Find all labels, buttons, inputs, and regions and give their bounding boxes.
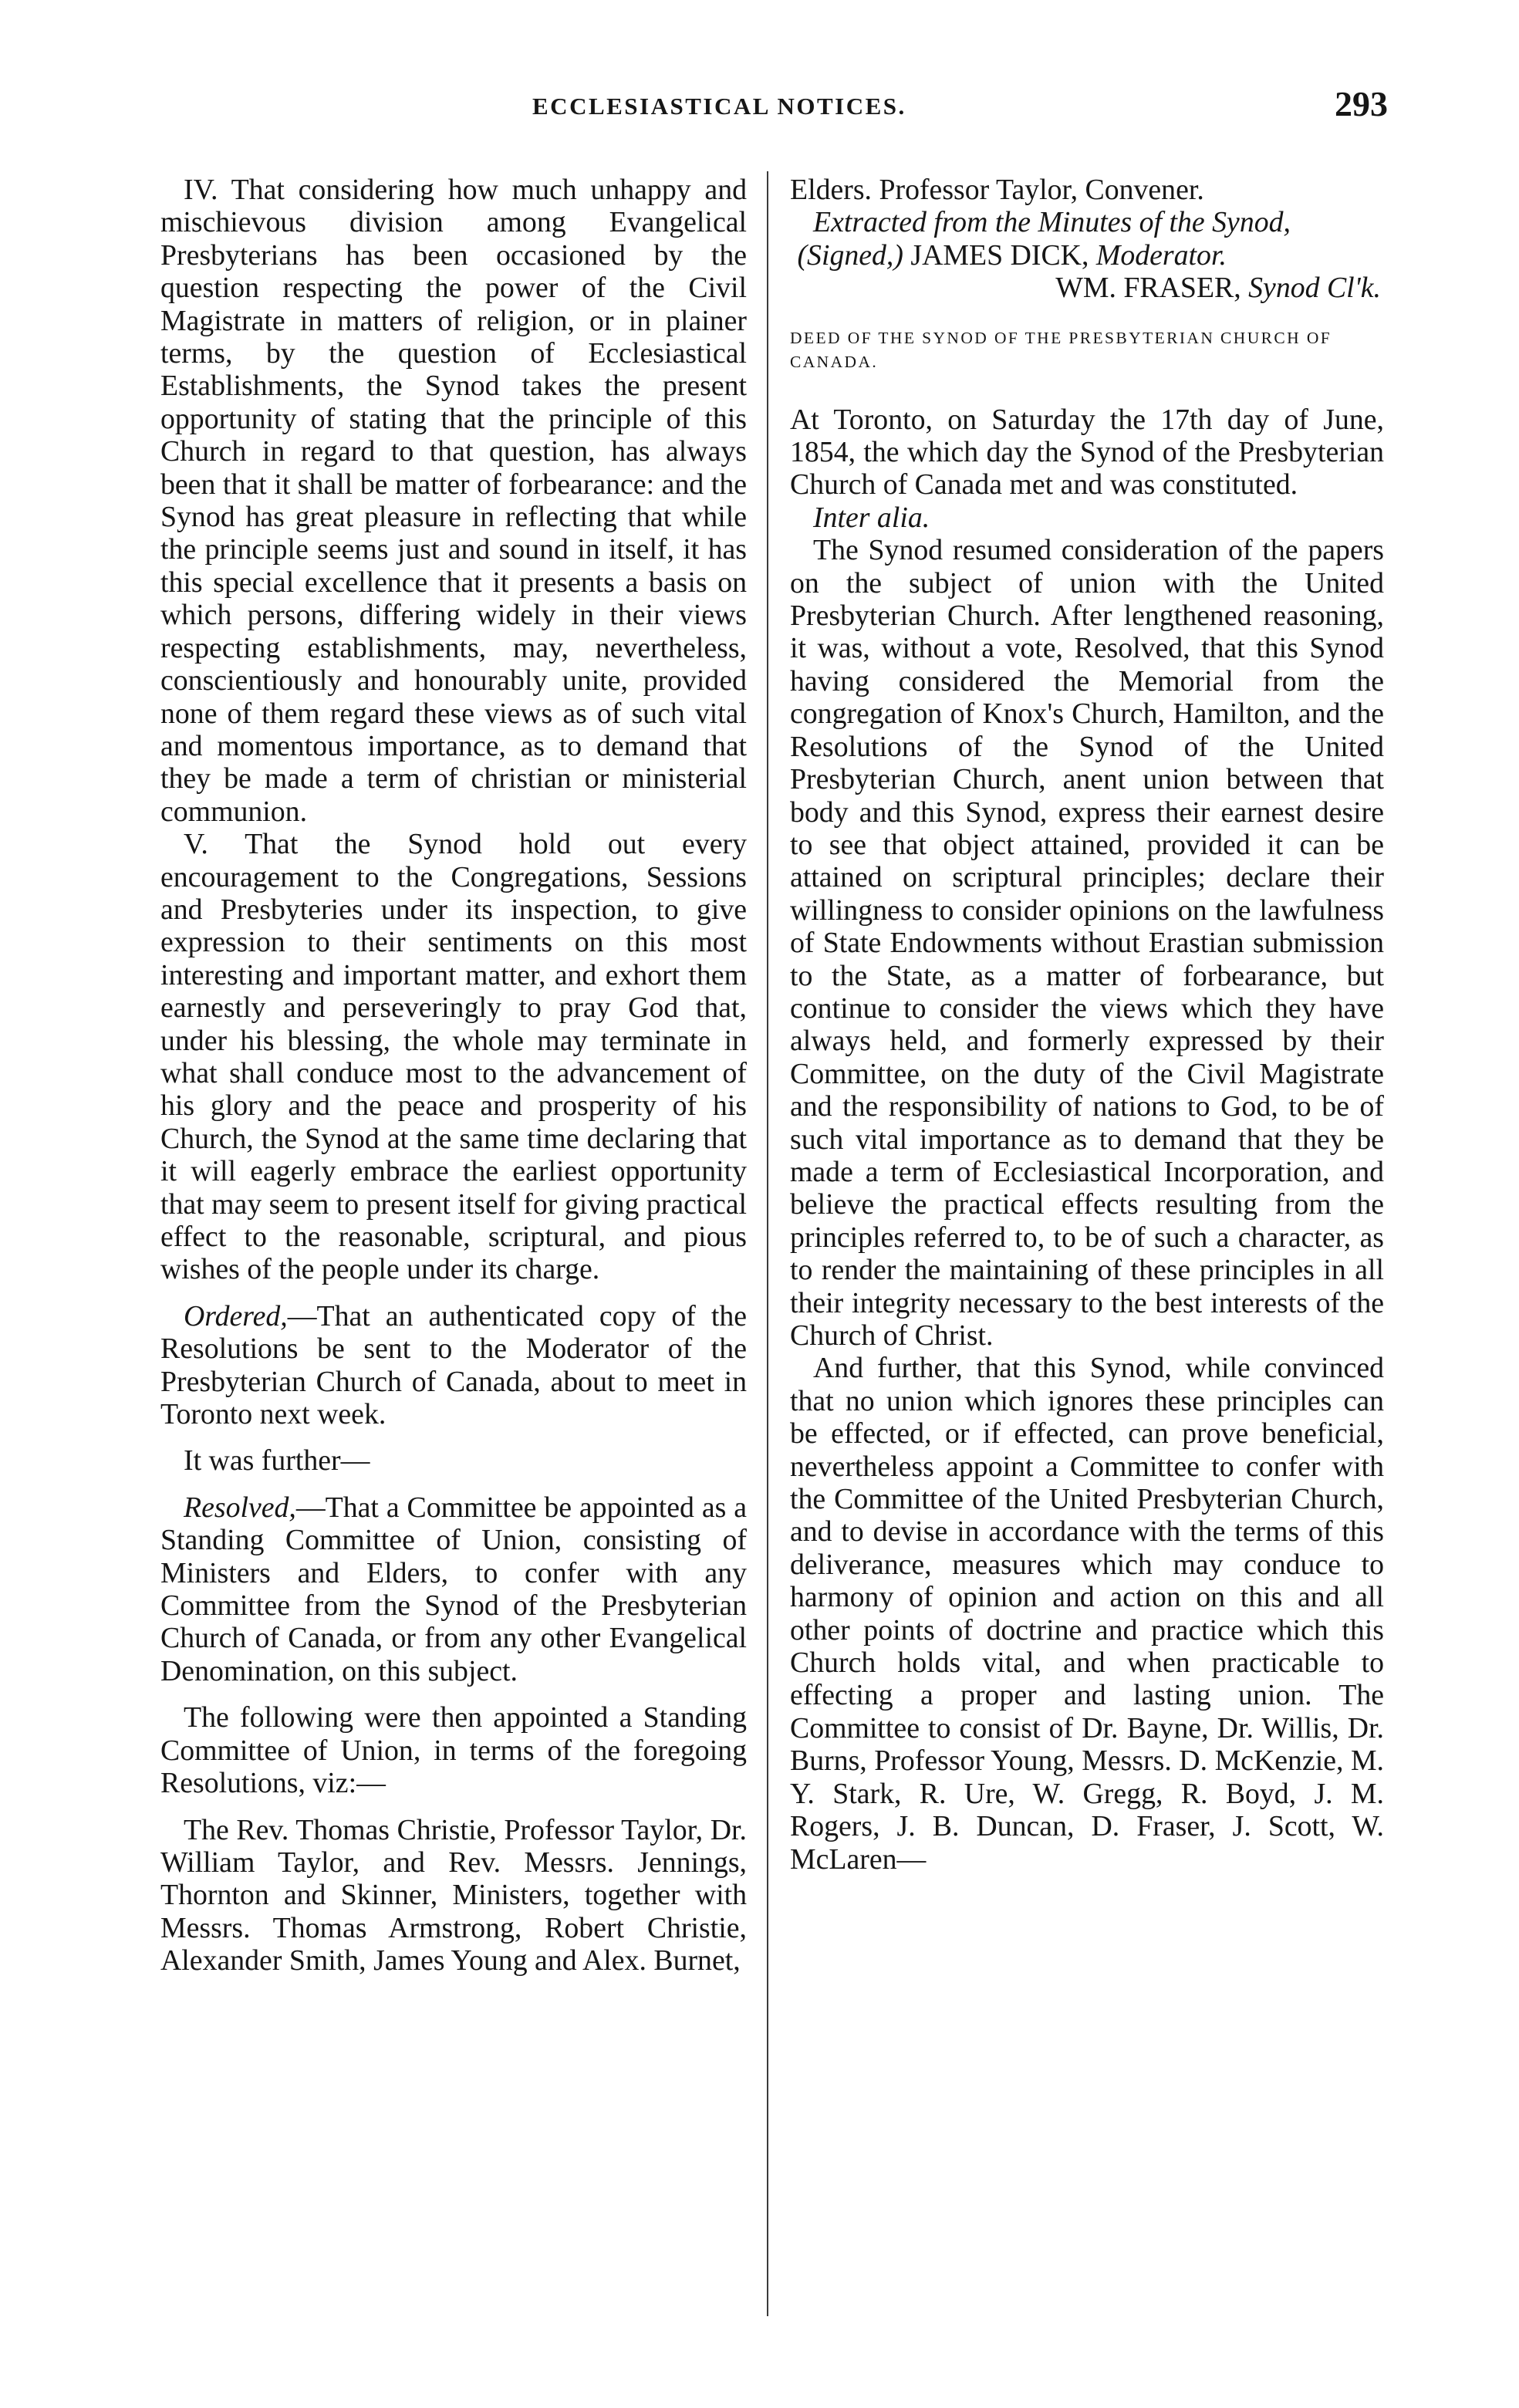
following-paragraph: The following were then appointed a Standing Committee of Union, in terms of the foregoing Resolutions, viz:— — [160, 1701, 747, 1800]
resolution-iv: IV. That considering how much unhappy and mischievous division among Evangelical Presbyterians has been occasioned by the question respecting the power of the Civil Magistrate in matters of religion, or in plainer terms, by the question of Ecclesiastical Establishments, the Synod takes the present opportunity of stating that the principle of this Church in regard to that question, has always been that it shall be matter of forbearance: and the Synod has great pleasure in reflecting that while the principle seems just and sound in itself, it has this special excellence that it presents a basis on which persons, differing widely in their views respecting establishments, may, nevertheless, conscientiously and honourably unite, provided none of them regard these views as of such vital and momentous importance, as to demand that they be made a term of christian or ministerial communion. — [160, 174, 747, 828]
deed-title: DEED OF THE SYNOD OF THE PRESBYTERIAN CHURCH OF CANADA. — [790, 328, 1332, 371]
ordered-label: Ordered, — [184, 1299, 288, 1332]
resolved-label: Resolved, — [184, 1491, 296, 1524]
extracted-line: Extracted from the Minutes of the Synod, — [813, 206, 1291, 239]
running-title: ECCLESIASTICAL NOTICES. — [532, 93, 906, 120]
synod-resumed-paragraph: The Synod resumed consideration of the papers on the subject of union with the United Presbyterian Church. After lengthened reasoning, it was, without a vote, Resolved, that this Synod having considered the Memorial from the congregation of Knox's Church, Hamilton, and the Resolutions of the Synod of the United Presbyterian Church, anent union between that body and this Synod, express their earnest desire to see that object attained, provided it can be attained on scriptural principles; declare their willingness to consider opinions on the lawfulness of State Endowments without Erastian submission to the State, as a matter of forbearance, but continue to consider the views which they have always held, and formerly expressed by their Committee, on the duty of the Civil Magistrate and the responsibility of nations to God, to be of such vital importance as to demand that they be made a term of Ecclesiastical Incorporation, and believe the practical effects resulting from the principles referred to, to be of such a character, as to render the maintaining of these principles in all their integrity necessary to the best interests of the Church of Christ. — [790, 534, 1384, 1352]
clerk-role: Synod Cl'k. — [1248, 272, 1381, 305]
further-line: It was further— — [184, 1444, 370, 1478]
ordered-text: —That an authenticated copy of the Resolutions be sent to the Moderator of the Presbyterian Church of Canada, about to meet in Toronto next week. — [160, 1299, 747, 1431]
moderator-role: Moderator. — [1095, 238, 1227, 272]
inter-alia: Inter alia. — [813, 501, 930, 534]
toronto-paragraph: At Toronto, on Saturday the 17th day of June, 1854, the which day the Synod of the Presbyterian Church of Canada met and was constituted. — [790, 403, 1384, 502]
moderator-signature — [790, 239, 1384, 272]
signed-label: (Signed,) — [797, 238, 903, 272]
committee-members: The Rev. Thomas Christie, Professor Taylor, Dr. William Taylor, and Rev. Messrs. Jennings, Thornton and Skinner, Ministers, together with Messrs. Thomas Armstrong, Robert Christie, Alexander Smith, James Young and Alex. Burnet, — [160, 1813, 747, 1977]
left-column — [160, 174, 747, 1977]
resolved-text: —That a Committee be appointed as a Standing Committee of Union, consisting of Ministers and Elders, to confer with any Committee from the Synod of the Presbyterian Church of Canada, or from any other Evangelical Denomination, on this subject. — [160, 1491, 747, 1687]
elders-line: Elders. Professor Taylor, Convener. — [790, 174, 1204, 206]
resolution-v: V. That the Synod hold out every encouragement to the Congregations, Sessions and Presbyteries under its inspection, to give expression to their sentiments on this most interesting and important matter, and exhort them earnestly and perseveringly to pray God that, under his blessing, the whole may terminate in what shall conduce most to the advancement of his glory and the peace and prosperity of his Church, the Synod at the same time declaring that it will eagerly embrace the earliest opportunity that may seem to present itself for giving practical effect to the reasonable, scriptural, and pious wishes of the people under its charge. — [160, 828, 747, 1286]
page-number: 293 — [1335, 84, 1388, 123]
ordered-paragraph — [160, 1300, 747, 1431]
clerk-signature — [790, 272, 1384, 304]
and-further-paragraph: And further, that this Synod, while convinced that no union which ignores these principles can be effected, or if effected, can prove beneficial, nevertheless appoint a Committee to confer with the Committee of the United Presbyterian Church, and to devise in accordance with the terms of this deliverance, measures which may conduce to harmony of opinion and action on this and all other points of doctrine and practice which this Church holds vital, and when practicable to effecting a proper and lasting union. The Committee to consist of Dr. Bayne, Dr. Willis, Dr. Burns, Professor Young, Messrs. D. McKenzie, M. Y. Stark, R. Ure, W. Gregg, R. Boyd, J. M. Rogers, J. B. Duncan, D. Fraser, J. Scott, W. McLaren— — [790, 1352, 1384, 1876]
resolved-paragraph — [160, 1491, 747, 1687]
moderator-name: JAMES DICK, — [910, 238, 1089, 272]
column-divider — [767, 171, 768, 2316]
running-head — [0, 83, 1519, 137]
right-column — [790, 174, 1384, 1876]
clerk-name: WM. FRASER, — [1055, 272, 1241, 305]
